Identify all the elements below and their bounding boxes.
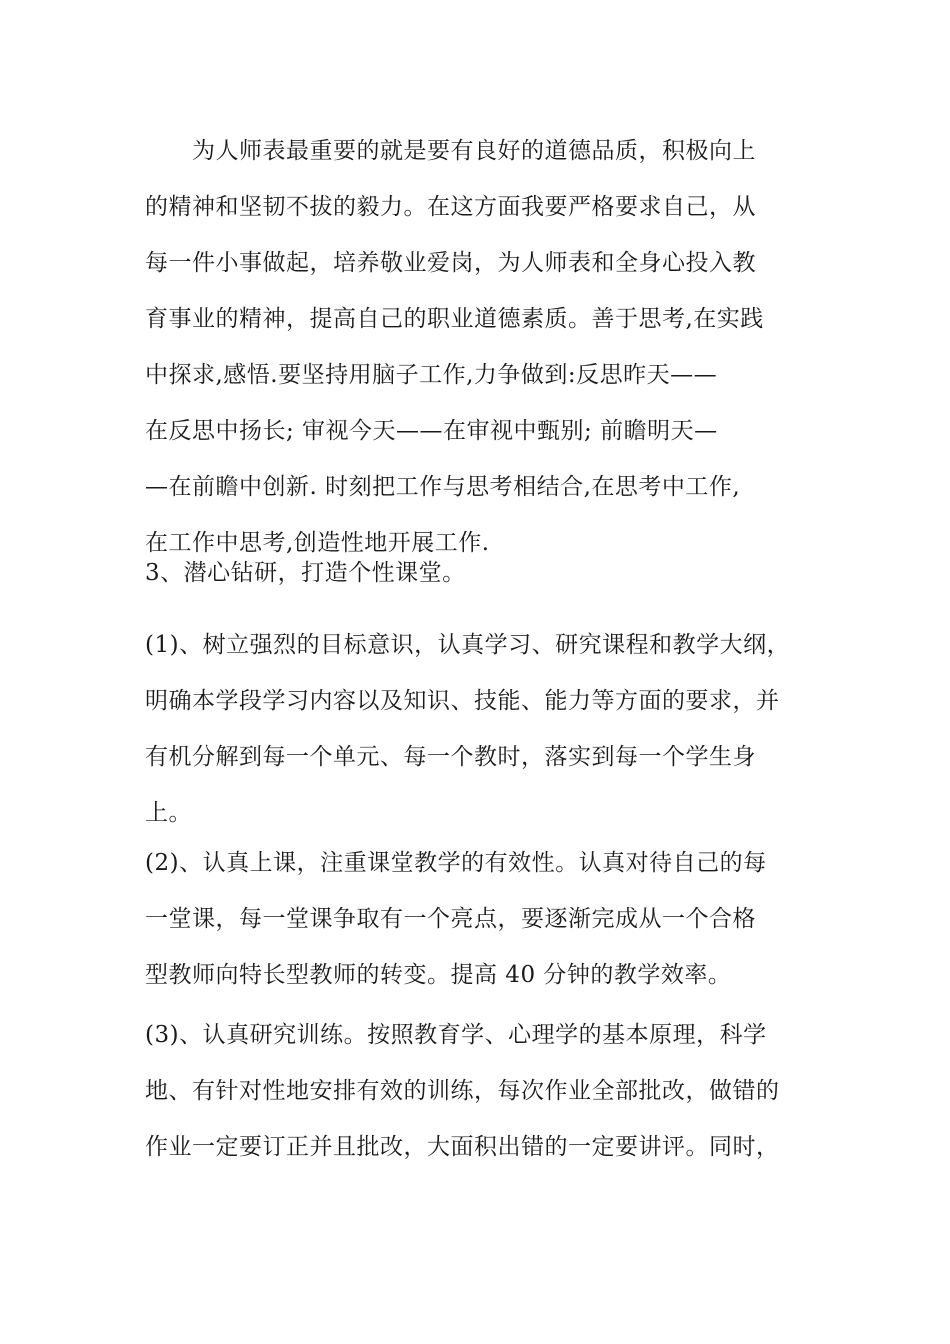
text-line: (1)、树立强烈的目标意识，认真学习、研究课程和教学大纲， <box>145 632 791 658</box>
text-line: 在反思中扬长; 审视今天——在审视中甄别; 前瞻明天— <box>145 418 718 444</box>
text-line: 为人师表最重要的就是要有良好的道德品质，积极向上 <box>145 138 756 164</box>
text-line: 中探求,感悟.要坚持用脑子工作,力争做到:反思昨天—— <box>145 362 718 388</box>
text-line: —在前瞻中创新. 时刻把工作与思考相结合,在思考中工作, <box>145 474 741 500</box>
text-line: 在工作中思考,创造性地开展工作. <box>145 530 490 556</box>
text-line: 上。 <box>145 800 192 826</box>
text-line: 育事业的精神，提高自己的职业道德素质。善于思考,在实践 <box>145 306 764 332</box>
paragraph-item-1 <box>145 617 825 841</box>
heading-line: 3、潜心钻研，打造个性课堂。 <box>145 560 466 586</box>
paragraph-item-3 <box>145 1007 825 1175</box>
paragraph-item-2 <box>145 835 825 1003</box>
text-line: 有机分解到每一个单元、每一个教时，落实到每一个学生身 <box>145 744 756 770</box>
section-heading <box>145 545 825 601</box>
text-line: 作业一定要订正并且批改，大面积出错的一定要讲评。同时， <box>145 1134 780 1160</box>
text-line: 地、有针对性地安排有效的训练，每次作业全部批改，做错的 <box>145 1078 780 1104</box>
text-line: 明确本学段学习内容以及知识、技能、能力等方面的要求，并 <box>145 688 780 714</box>
text-line: (2)、认真上课，注重课堂教学的有效性。认真对待自己的每 <box>145 850 767 876</box>
paragraph-teacher-ethics <box>145 123 825 571</box>
text-line: 一堂课，每一堂课争取有一个亮点，要逐渐完成从一个合格 <box>145 906 756 932</box>
text-line: 每一件小事做起，培养敬业爱岗，为人师表和全身心投入教 <box>145 250 756 276</box>
text-line: 型教师向特长型教师的转变。提高 40 分钟的教学效率。 <box>145 962 732 988</box>
text-line: 的精神和坚韧不拔的毅力。在这方面我要严格要求自己，从 <box>145 194 756 220</box>
text-line: (3)、认真研究训练。按照教育学、心理学的基本原理，科学 <box>145 1022 767 1048</box>
